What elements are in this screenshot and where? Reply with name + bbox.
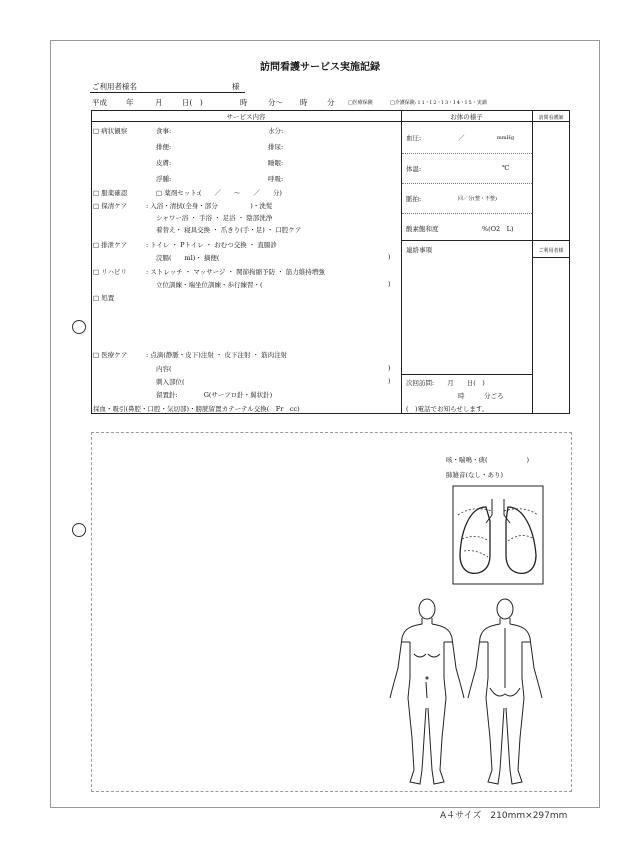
service-medication-label[interactable]: □ 服薬確認	[93, 189, 128, 197]
insurance-medical-checkbox[interactable]: □医療保険	[348, 100, 373, 106]
divider-service-vitals	[401, 110, 402, 414]
next-visit-time: 時 分ごろ	[458, 392, 504, 400]
excretion-line2-close: )	[388, 253, 391, 261]
vital-spo2-value: %(O2 L)	[482, 225, 514, 233]
hygiene-line1: : 入浴・清拭(全身・部分 )・洗髪	[146, 202, 273, 210]
date-era: 平成	[92, 98, 107, 107]
service-rehab-label[interactable]: □ リハビリ	[93, 268, 128, 276]
vital-divider-2	[402, 183, 532, 184]
user-name-underline	[90, 92, 245, 93]
header-body-condition: お体の様子	[450, 113, 483, 121]
next-visit-top-line	[401, 374, 532, 375]
medical-line5: 採血・吸引(鼻腔・口腔・気切部)・膀胱留置カテーテル交換( Fr cc)	[93, 405, 300, 413]
user-name-suffix: 様	[232, 82, 240, 91]
vital-bp: 血圧:	[406, 134, 422, 142]
stamp-user-line	[532, 257, 570, 258]
body-back-figure	[462, 598, 548, 788]
rehab-line2-close: )	[388, 280, 391, 288]
vital-divider-3	[402, 213, 532, 214]
obs-skin: 皮膚:	[156, 159, 172, 167]
vital-bp-slash: ／	[458, 134, 465, 142]
header-service: サービス内容	[226, 113, 266, 121]
medical-line2: 内容(	[156, 365, 172, 373]
service-excretion-label[interactable]: □ 排泄ケア	[93, 241, 128, 249]
obs-edema: 浮腫:	[156, 175, 172, 183]
medical-line2-close: )	[388, 364, 391, 372]
medical-line4: 留置針: G(サーフロ針・翼状針)	[156, 391, 273, 399]
service-medical-label[interactable]: □ 医療ケア	[93, 351, 128, 359]
date-year: 年	[126, 98, 134, 107]
obs-urine: 排尿:	[268, 143, 284, 151]
vital-divider-1	[402, 153, 532, 154]
obs-sleep: 睡眠:	[268, 159, 284, 167]
date-day: 日( )	[182, 98, 203, 107]
rehab-line2: 立位訓練・端坐位訓練・歩行練習・(	[156, 281, 263, 289]
notes-label: 連絡事項	[406, 246, 432, 254]
obs-water: 水分:	[268, 127, 284, 135]
next-visit: 次回訪問: 月 日( )	[406, 379, 485, 387]
vital-temp: 体温:	[406, 165, 422, 173]
vital-pulse-value: 回／分(整・不整)	[458, 196, 497, 202]
time-hour-start: 時	[240, 98, 248, 107]
stamp-split-line	[532, 240, 570, 241]
time-hour-end: 時	[300, 98, 308, 107]
time-minute-start: 分〜	[268, 98, 283, 107]
service-hygiene-label[interactable]: □ 保清ケア	[93, 202, 128, 210]
vital-bp-unit: mmHg	[497, 135, 515, 141]
divider-vitals-stamp	[532, 110, 533, 414]
hygiene-line3: 着替え・ 寝具交換 ・ 爪きり(手・足) ・ 口腔ケア	[156, 226, 302, 234]
cough-label: 咳・喘鳴・痰( )	[446, 456, 530, 464]
medication-content: □ 薬剤セット:( ／ 〜 ／ 分)	[156, 189, 282, 197]
paper-size-note: A４サイズ 210mm×297mm	[440, 811, 568, 821]
vital-spo2: 酸素飽和度	[406, 225, 439, 233]
obs-meal: 食事:	[156, 127, 172, 135]
lung-diagram	[452, 485, 544, 585]
hygiene-line2: シャワー浴 ・ 手浴 ・ 足浴 ・ 陰部洗浄	[156, 214, 273, 222]
user-name-label: ご利用者様名	[92, 82, 137, 91]
service-observation-label[interactable]: □ 病状観察	[93, 127, 128, 135]
header-nurse-stamp: 訪問看護師	[538, 115, 564, 121]
excretion-line1: : トイレ ・ Pトイレ ・ おむつ交換 ・ 直腸診	[146, 241, 277, 249]
service-treatment-label[interactable]: □ 処置	[93, 294, 115, 302]
date-month: 月	[155, 98, 163, 107]
medical-line3-close: )	[388, 377, 391, 385]
vital-divider-4	[401, 240, 532, 241]
form-title: 訪問看護サービス実施記録	[260, 62, 380, 73]
vital-pulse: 脈拍:	[406, 195, 422, 203]
header-user-stamp: ご利用者様	[538, 248, 564, 254]
obs-breath: 呼吸:	[268, 175, 284, 183]
header-row-line	[91, 121, 570, 122]
excretion-line2: 浣腸( ml)・ 摘便(	[156, 254, 220, 262]
medical-line1: : 点滴(静脈・皮下)注射 ・ 皮下注射 ・ 筋肉注射	[146, 351, 288, 359]
insurance-care-checkbox[interactable]: □介護保険: I 1・I 2・I 3・I 4・I 5・実調	[390, 100, 487, 106]
obs-stool: 排便:	[156, 143, 172, 151]
lung-sound-label: 肺雑音(なし・あり)	[446, 471, 504, 479]
body-front-figure	[384, 598, 470, 788]
vital-temp-unit: ℃	[502, 164, 510, 172]
medical-line3: 刺入部位(	[156, 378, 185, 386]
phone-note: ( )電話でお知らせします。	[406, 405, 489, 413]
rehab-line1: : ストレッチ ・ マッサージ ・ 関節拘縮予防 ・ 筋力維持増強	[146, 268, 325, 276]
time-minute-end: 分	[327, 98, 335, 107]
